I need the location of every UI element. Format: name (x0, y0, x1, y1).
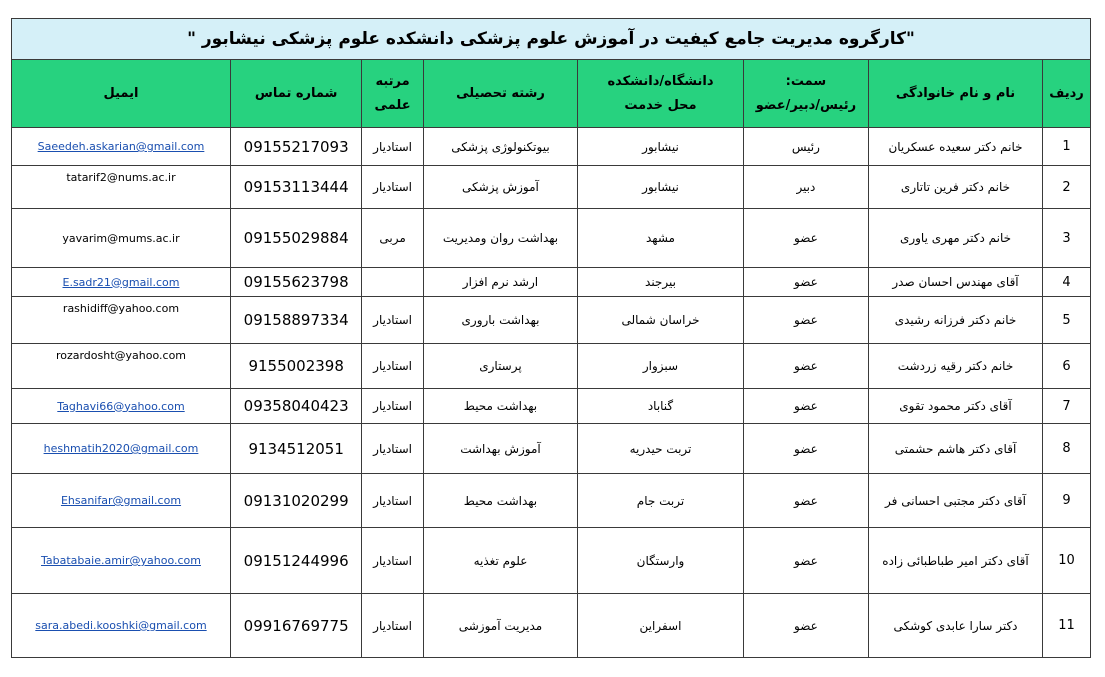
header-row (12, 60, 1091, 128)
table-row (12, 389, 1091, 424)
member-name: خانم دکتر فرین تاتاری (868, 166, 1042, 209)
member-phone: 9155002398 (230, 344, 361, 389)
member-role: عضو (743, 474, 868, 528)
member-email-link[interactable]: Saeedeh.askarian@gmail.com (12, 128, 231, 166)
table-row (12, 594, 1091, 658)
table-row (12, 128, 1091, 166)
member-email: tatarif2@nums.ac.ir (12, 166, 231, 209)
row-number: 7 (1043, 389, 1091, 424)
member-email-link[interactable]: heshmatih2020@gmail.com (12, 424, 231, 474)
header-phone: شماره تماس (230, 60, 361, 128)
row-number: 1 (1043, 128, 1091, 166)
member-rank: استادیار (362, 389, 424, 424)
row-number: 4 (1043, 268, 1091, 297)
member-field: آموزش بهداشت (423, 424, 577, 474)
member-university: اسفراین (578, 594, 744, 658)
member-rank: استادیار (362, 128, 424, 166)
member-rank: استادیار (362, 424, 424, 474)
member-university: تربت حیدریه (578, 424, 744, 474)
member-rank: مربی (362, 209, 424, 268)
header-rank-line1: مرتبه (375, 73, 410, 89)
member-phone: 09155217093 (230, 128, 361, 166)
member-phone: 09916769775 (230, 594, 361, 658)
member-rank: استادیار (362, 344, 424, 389)
header-row-number: ردیف (1043, 60, 1091, 128)
member-role: عضو (743, 268, 868, 297)
member-name: خانم دکتر مهری یاوری (868, 209, 1042, 268)
row-number: 8 (1043, 424, 1091, 474)
member-field: بهداشت باروری (423, 297, 577, 344)
member-field: بهداشت محیط (423, 474, 577, 528)
row-number: 10 (1043, 528, 1091, 594)
member-rank: استادیار (362, 474, 424, 528)
member-name: خانم دکتر رقیه زردشت (868, 344, 1042, 389)
table-row (12, 474, 1091, 528)
member-university: وارستگان (578, 528, 744, 594)
member-role: عضو (743, 424, 868, 474)
row-number: 5 (1043, 297, 1091, 344)
header-role-line2: رئیس/دبیر/عضو (755, 97, 857, 113)
member-phone: 09155029884 (230, 209, 361, 268)
member-rank: استادیار (362, 297, 424, 344)
member-role: عضو (743, 389, 868, 424)
member-university: مشهد (578, 209, 744, 268)
row-number: 6 (1043, 344, 1091, 389)
member-name: آقای دکتر محمود تقوی (868, 389, 1042, 424)
page-title: "کارگروه مدیریت جامع کیفیت در آموزش علوم پزشکی دانشکده علوم پزشکی نیشابور " (12, 19, 1091, 60)
header-name: نام و نام خانوادگی (868, 60, 1042, 128)
member-role: دبیر (743, 166, 868, 209)
member-email-link[interactable]: Taghavi66@yahoo.com (12, 389, 231, 424)
member-email: yavarim@mums.ac.ir (12, 209, 231, 268)
table-row (12, 344, 1091, 389)
table-row (12, 166, 1091, 209)
member-role: عضو (743, 209, 868, 268)
member-field: ارشد نرم افزار (423, 268, 577, 297)
member-phone: 09131020299 (230, 474, 361, 528)
member-university: تربت جام (578, 474, 744, 528)
member-field: مدیریت آموزشی (423, 594, 577, 658)
row-number: 11 (1043, 594, 1091, 658)
header-role-line1: سمت: (785, 73, 827, 89)
committee-table (11, 18, 1091, 658)
member-name: خانم دکتر سعیده عسکریان (868, 128, 1042, 166)
table-row (12, 268, 1091, 297)
table-row (12, 297, 1091, 344)
member-role: عضو (743, 528, 868, 594)
member-field: بهداشت روان ومدیریت (423, 209, 577, 268)
header-university-line2: محل خدمت (624, 97, 697, 113)
member-university: گناباد (578, 389, 744, 424)
member-email-link[interactable]: Ehsanifar@gmail.com (12, 474, 231, 528)
member-phone: 09155623798 (230, 268, 361, 297)
member-role: عضو (743, 594, 868, 658)
member-field: علوم تغذیه (423, 528, 577, 594)
header-university (578, 60, 744, 128)
member-phone: 9134512051 (230, 424, 361, 474)
table-row (12, 209, 1091, 268)
header-email: ایمیل (12, 60, 231, 128)
member-phone: 09158897334 (230, 297, 361, 344)
header-role (743, 60, 868, 128)
member-university: سبزوار (578, 344, 744, 389)
table-row (12, 528, 1091, 594)
member-email-link[interactable]: Tabatabaie.amir@yahoo.com (12, 528, 231, 594)
member-university: نیشابور (578, 128, 744, 166)
header-rank-line2: علمی (374, 97, 411, 113)
member-name: آقای دکتر هاشم حشمتی (868, 424, 1042, 474)
member-email-link[interactable]: E.sadr21@gmail.com (12, 268, 231, 297)
row-number: 9 (1043, 474, 1091, 528)
member-rank: استادیار (362, 594, 424, 658)
member-name: آقای دکتر مجتبی احسانی فر (868, 474, 1042, 528)
member-phone: 09358040423 (230, 389, 361, 424)
member-name: خانم دکتر فرزانه رشیدی (868, 297, 1042, 344)
member-university: بیرجند (578, 268, 744, 297)
member-rank: استادیار (362, 166, 424, 209)
member-name: دکتر سارا عابدی کوشکی (868, 594, 1042, 658)
member-university: نیشابور (578, 166, 744, 209)
member-role: رئیس (743, 128, 868, 166)
member-email-link[interactable]: sara.abedi.kooshki@gmail.com (12, 594, 231, 658)
member-field: پرستاری (423, 344, 577, 389)
member-rank (362, 268, 424, 297)
member-phone: 09153113444 (230, 166, 361, 209)
member-field: آموزش پزشکی (423, 166, 577, 209)
member-field: بیوتکنولوژی پزشکی (423, 128, 577, 166)
member-name: آقای مهندس احسان صدر (868, 268, 1042, 297)
member-role: عضو (743, 297, 868, 344)
member-phone: 09151244996 (230, 528, 361, 594)
row-number: 3 (1043, 209, 1091, 268)
member-email: rashidiff@yahoo.com (12, 297, 231, 344)
member-email: rozardosht@yahoo.com (12, 344, 231, 389)
member-university: خراسان شمالی (578, 297, 744, 344)
member-field: بهداشت محیط (423, 389, 577, 424)
header-field: رشته تحصیلی (423, 60, 577, 128)
header-rank (362, 60, 424, 128)
header-university-line1: دانشگاه/دانشکده (607, 73, 714, 89)
member-role: عضو (743, 344, 868, 389)
table-row (12, 424, 1091, 474)
member-name: آقای دکتر امیر طباطبائی زاده (868, 528, 1042, 594)
row-number: 2 (1043, 166, 1091, 209)
member-rank: استادیار (362, 528, 424, 594)
